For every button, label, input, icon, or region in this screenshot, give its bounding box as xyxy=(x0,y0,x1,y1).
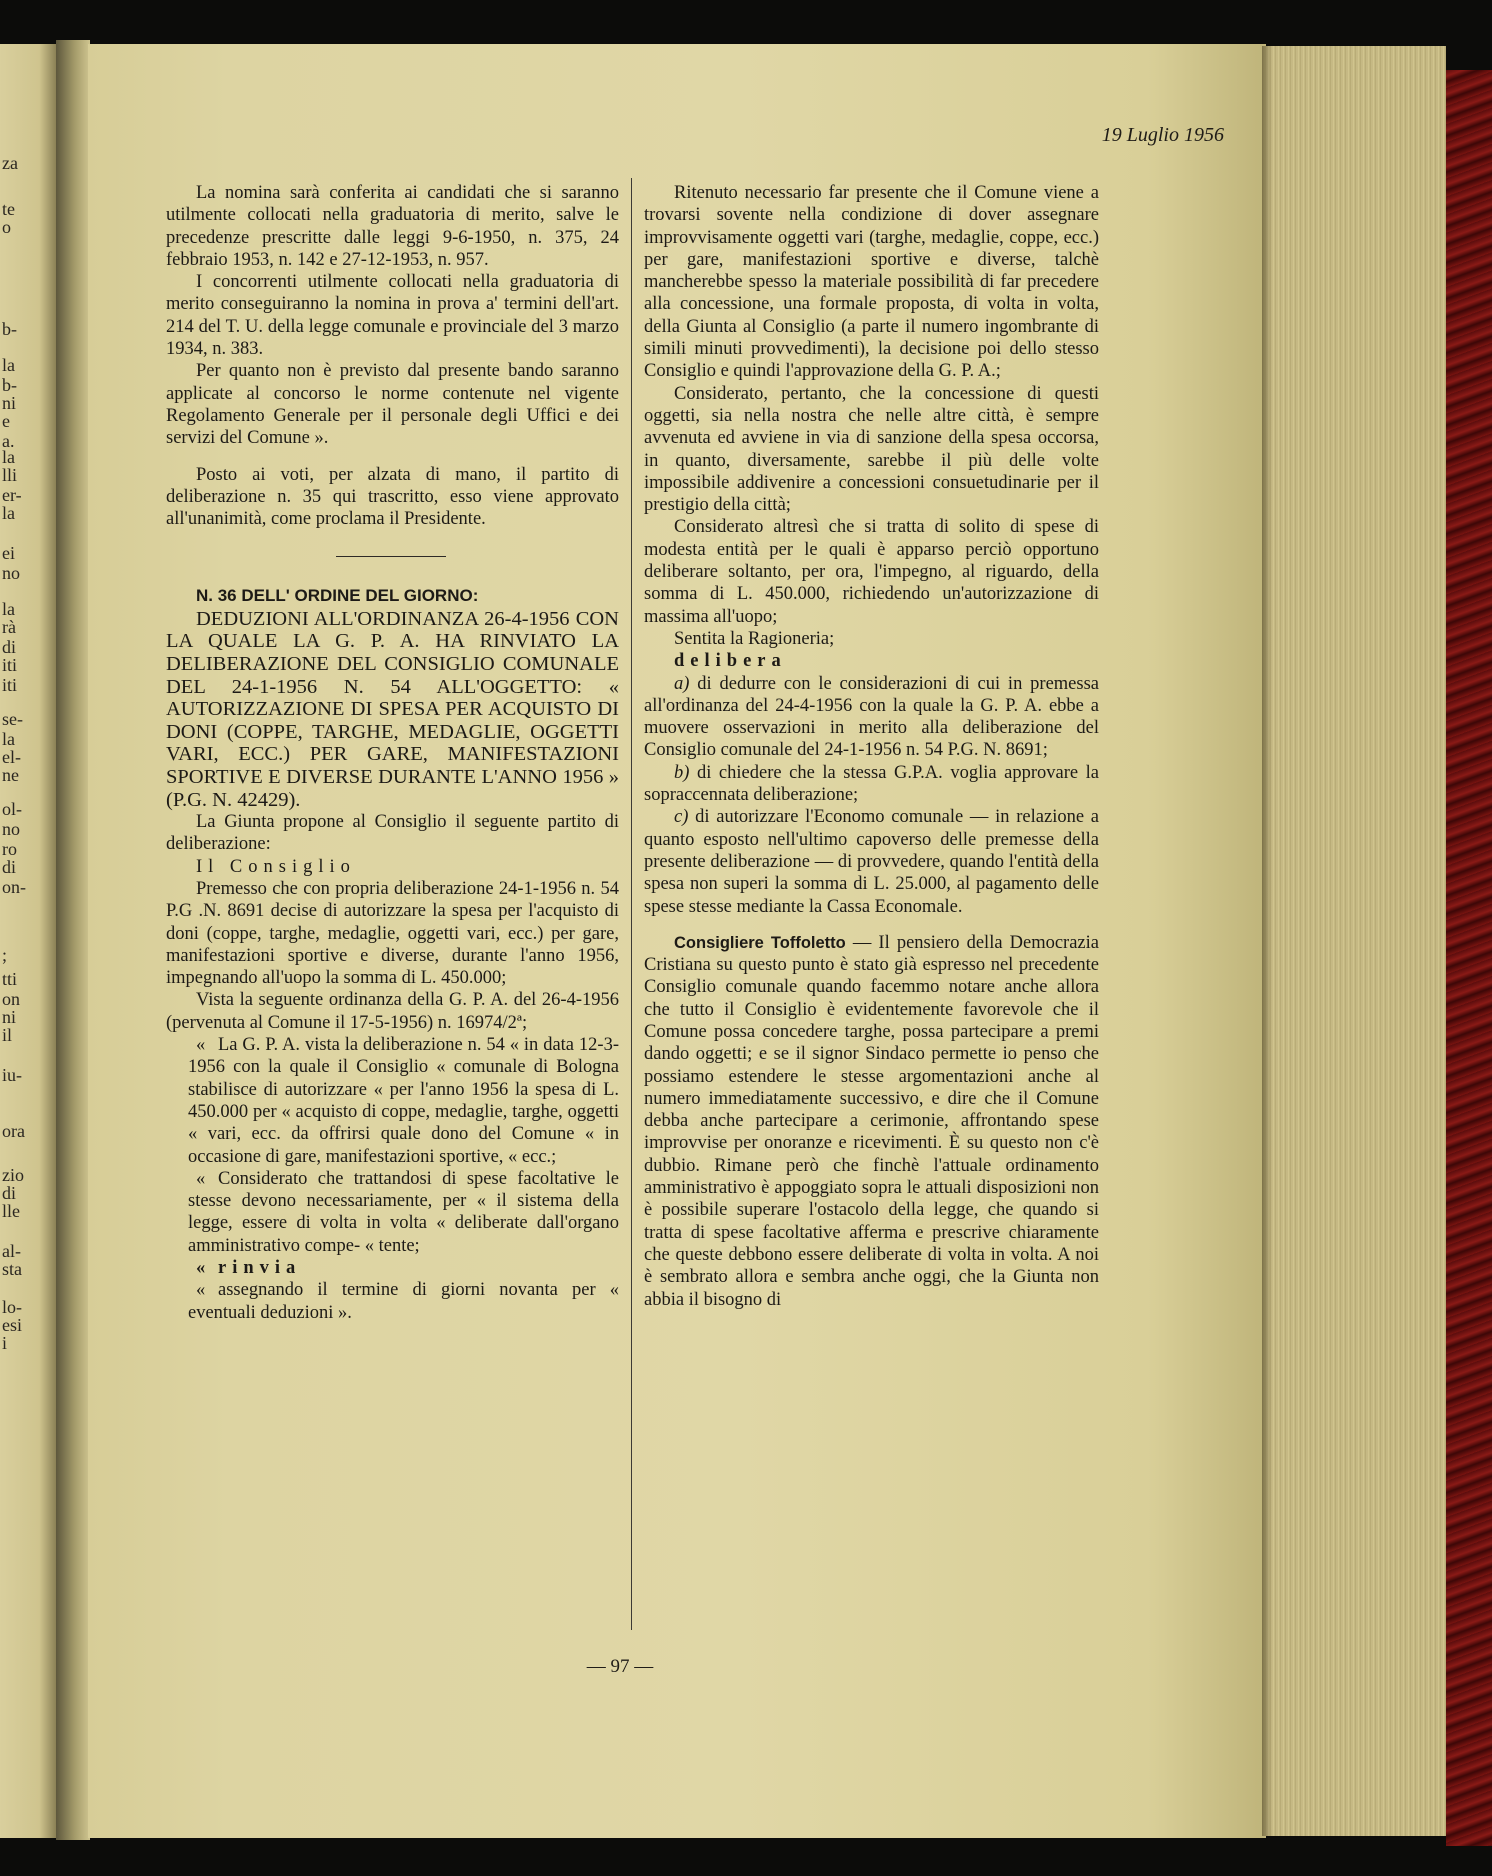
section-divider xyxy=(336,556,446,557)
previous-page-fragment: er- xyxy=(2,485,22,505)
left-column xyxy=(166,182,619,1324)
paragraph: Per quanto non è previsto dal presente bando saranno applicate al concorso le norme contenute nel vigente Regolamento Generale per il personale degli Uffici e dei servizi del Comune ». xyxy=(166,361,619,449)
previous-page-fragment: lo- xyxy=(2,1297,22,1317)
paragraph: La nomina sarà conferita ai candidati che si saranno utilmente collocati nella graduatoria di merito, salve le precedenze prescritte dalle leggi 9-6-1950, n. 375, 24 febbraio 1953, n. 142 e 27-12-1953, n. 957. xyxy=(166,183,619,270)
agenda-item-subject: DEDUZIONI ALL'ORDINANZA 26-4-1956 CON LA QUALE LA G. P. A. HA RINVIATO LA DELIBERAZIONE DEL CONSIGLIO COMUNALE DEL 24-1-1956 N. 54 ALL'OGGETTO: « AUTORIZZAZIONE DI SPESA PER ACQUISTO DI DONI (COPPE, TARGHE, MEDAGLIE, OGGETTI VARI, ECC.) PER GARE, MANIFESTAZIONI SPORTIVE E DIVERSE DURANTE L'ANNO 1956 » (P.G. N. 42429). xyxy=(166,607,619,811)
quoted-text: Considerato che trattandosi di spese facoltative le stesse devono necessariamente, per « il sistema della legge, essere di volta in volta « deliberate dall'organo amministrativo compe- « tente; xyxy=(188,1168,619,1256)
item-text: di chiedere che la stessa G.P.A. voglia approvare la sopraccennata deliberazione; xyxy=(644,762,1100,806)
resolution-item-b xyxy=(644,762,1099,807)
page-number: — 97 — xyxy=(586,1656,654,1677)
previous-page-fragment: la xyxy=(2,447,15,467)
previous-page-fragment: ne xyxy=(2,765,19,785)
paragraph: Considerato, pertanto, che la concessione di questi oggetti, sia nella nostra che nelle altre città, è sempre avvenuta ed avviene in via di sanzione della spesa occorsa, in quanto, diversamente, sarebbe il più delle volte impossibile addivenire a concessioni consuetudinarie per il prestigio della città; xyxy=(644,383,1099,516)
previous-page-fragment: no xyxy=(2,819,20,839)
page-edge-stack xyxy=(1262,46,1446,1836)
edge-shadow xyxy=(1262,46,1272,1836)
item-text: di dedurre con le considerazioni di cui in premessa all'ordinanza del 24-4-1956 con la quale la G. P. A. ebbe a muovere osservazioni in merito alla deliberazione del Consiglio comunale del 24-1-1956 n. 54 P.G. N. 8691; xyxy=(644,673,1099,761)
previous-page-fragment: b- xyxy=(2,375,17,395)
book-gutter xyxy=(56,40,90,1840)
previous-page-fragment: lli xyxy=(2,465,18,485)
previous-page-fragment: al- xyxy=(2,1241,21,1261)
paragraph: Sentita la Ragioneria; xyxy=(674,628,835,649)
previous-page-fragment: ni xyxy=(2,393,17,413)
previous-page-fragment: iti xyxy=(2,675,18,695)
speaker-name: Consigliere Toffoletto xyxy=(674,933,846,952)
quote-mark: « xyxy=(196,1035,206,1056)
previous-page-fragment: ni xyxy=(2,1007,17,1027)
previous-page-fragment: za xyxy=(2,153,18,173)
previous-page-fragment: zio xyxy=(2,1165,24,1185)
quote-mark: « xyxy=(196,1280,206,1301)
previous-page-fragment: la xyxy=(2,503,15,523)
paragraph: Posto ai voti, per alzata di mano, il partito di deliberazione n. 35 qui trascritto, esso viene approvato all'unanimità, come proclama il Presidente. xyxy=(166,464,619,530)
previous-page-fragment: i xyxy=(2,1333,8,1353)
previous-page-fragment: ei xyxy=(2,543,15,563)
previous-page-fragment: b- xyxy=(2,319,17,339)
right-column xyxy=(644,182,1099,1311)
quoted-ordinance xyxy=(166,1279,619,1324)
quoted-text: assegnando il termine di giorni novanta per « eventuali deduzioni ». xyxy=(188,1280,619,1323)
quote-mark: « xyxy=(196,1258,212,1279)
previous-page-fragment: di xyxy=(2,857,17,877)
paragraph: La Giunta propone al Consiglio il seguente partito di deliberazione: xyxy=(166,812,619,855)
resolution-item-c xyxy=(644,806,1099,917)
previous-page-fragment: iti xyxy=(2,655,18,675)
red-cover-board xyxy=(1446,70,1492,1846)
paragraph: Premesso che con propria deliberazione 24-1-1956 n. 54 P.G .N. 8691 decise di autorizzare la spesa per l'acquisto di doni (coppe, targhe, medaglie, oggetti vari, ecc.) per gare, manifestazioni sportive e diverse, durante l'anno 1956, impegnando all'uopo la somma di L. 450.000; xyxy=(166,878,619,989)
previous-page-fragment: ; xyxy=(2,945,8,965)
paragraph: I concorrenti utilmente collocati nella graduatoria di merito conseguiranno la nomina in prova a' termini dell'art. 214 del T. U. della legge comunale e provinciale del 3 marzo 1934, n. 383. xyxy=(166,272,619,360)
column-rule xyxy=(631,178,632,1630)
previous-page-fragment: e xyxy=(2,411,10,431)
previous-page-fragment: on xyxy=(2,989,20,1009)
previous-page-fragment: no xyxy=(2,563,20,583)
previous-page-fragment: tti xyxy=(2,969,18,989)
previous-page-fragment: esi xyxy=(2,1315,22,1335)
previous-page-fragment: se- xyxy=(2,709,23,729)
previous-page-fragment: te xyxy=(2,199,15,219)
quoted-rinvia xyxy=(166,1257,619,1279)
quoted-ordinance xyxy=(166,1168,619,1257)
previous-page-fragment: la xyxy=(2,729,15,749)
previous-page-fragment: il xyxy=(2,1025,13,1045)
previous-page-fragment: la xyxy=(2,355,15,375)
previous-page-fragment: iu- xyxy=(2,1065,22,1085)
council-heading: Il Consiglio xyxy=(196,856,356,877)
previous-page-fragment: ro xyxy=(2,839,17,859)
quoted-ordinance xyxy=(166,1034,619,1168)
previous-page-fragment: lle xyxy=(2,1201,20,1221)
paragraph: Ritenuto necessario far presente che il Comune viene a trovarsi sovente nella condizione di dover assegnare improvvisamente oggetti vari (targhe, medaglie, coppe, ecc.) per gare, manifestazioni sportive e diverse, talchè mancherebbe spesso la materiale possibilità di far precedere alla concessione, una formale proposta, di volta in volta, della Giunta al Consiglio (a parte il numero ingombrante di simili minuti provvedimenti), la decisione poi dello stesso Consiglio e quindi l'approvazione della G. P. A.; xyxy=(644,183,1099,382)
previous-page-fragment: o xyxy=(2,217,11,237)
resolution-item-a xyxy=(644,673,1099,762)
previous-page-fragment: on- xyxy=(2,877,26,897)
previous-page-fragment: el- xyxy=(2,747,21,767)
previous-page-fragment: ol- xyxy=(2,799,22,819)
previous-page-fragment: di xyxy=(2,1183,17,1203)
paragraph: Vista la seguente ordinanza della G. P. A. del 26-4-1956 (pervenuta al Comune il 17-5-1956) n. 16974/2ª; xyxy=(166,990,619,1033)
paragraph: Considerato altresì che si tratta di solito di spese di modesta entità per le quali è apparso perciò opportuno deliberare soltanto, per ora, l'impegno, al riguardo, della somma di L. 450.000, richiedendo un'autorizzazione di massima all'uopo; xyxy=(644,517,1099,627)
quoted-text: La G. P. A. vista la deliberazione n. 54 « in data 12-3-1956 con la quale il Consiglio « comunale di Bologna stabilisce di autorizzare « per l'anno 1956 la spesa di L. 450.000 per « acquisto di coppe, medaglie, targhe, oggetti « vari, ecc. da offrirsi quale dono del Comune « in occasione di gare, manifestazioni sportive, « ecc.; xyxy=(188,1035,619,1167)
previous-page-fragment: a. xyxy=(2,431,15,451)
quote-mark: « xyxy=(196,1168,206,1189)
previous-page-fragment: rà xyxy=(2,617,16,637)
item-label: c) xyxy=(674,807,689,828)
item-label: b) xyxy=(674,762,690,783)
rinvia-heading: rinvia xyxy=(218,1258,302,1279)
agenda-item-heading: N. 36 DELL' ORDINE DEL GIORNO: xyxy=(196,586,479,606)
previous-page-fragment: la xyxy=(2,599,15,619)
previous-page-edge xyxy=(0,44,56,1838)
speech-paragraph xyxy=(644,932,1099,1311)
page-date-header: 19 Luglio 1956 xyxy=(1101,124,1224,146)
speech-text: — Il pensiero della Democrazia Cristiana su questo punto è stato già espresso nel precedente Consiglio comunale quando facemmo notare anche allora che tutto il Consiglio è evidentemente favorevole che il Comune possa concedere targhe, possa partecipare a premi dando oggetti; e se il signor Sindaco permette io penso che possiamo estendere le stesse argomentazioni anche al numero immediatamente successivo, e dire che il Comune debba anche partecipare a cerimonie, affrontando spese improvvise per onoranze e ricevimenti. È su questo non c'è dubbio. Rimane però che finchè l'attuale ordinamento amministrativo è appoggiato sopra le attuali disposizioni non è possibile superare l'ostacolo della legge, che quando si tratta di spese facoltative afferma e prescrive chiaramente che queste debbono essere deliberate di volta in volta. A noi è sembrato allora e sembra anche oggi, che la Giunta non abbia il bisogno di xyxy=(644,932,1099,1310)
item-label: a) xyxy=(674,673,690,694)
previous-page-fragment: sta xyxy=(2,1259,22,1279)
previous-page-fragment: di xyxy=(2,637,17,657)
previous-page-fragment: ora xyxy=(2,1121,25,1141)
delibera-heading: delibera xyxy=(674,651,787,672)
item-text: di autorizzare l'Economo comunale — in relazione a quanto esposto nell'ultimo capoverso delle premesse della presente deliberazione — di provvedere, quando l'entità della spesa non superi la somma di L. 25.000, al pagamento delle spese stesse mediante la Cassa Economale. xyxy=(644,807,1100,917)
